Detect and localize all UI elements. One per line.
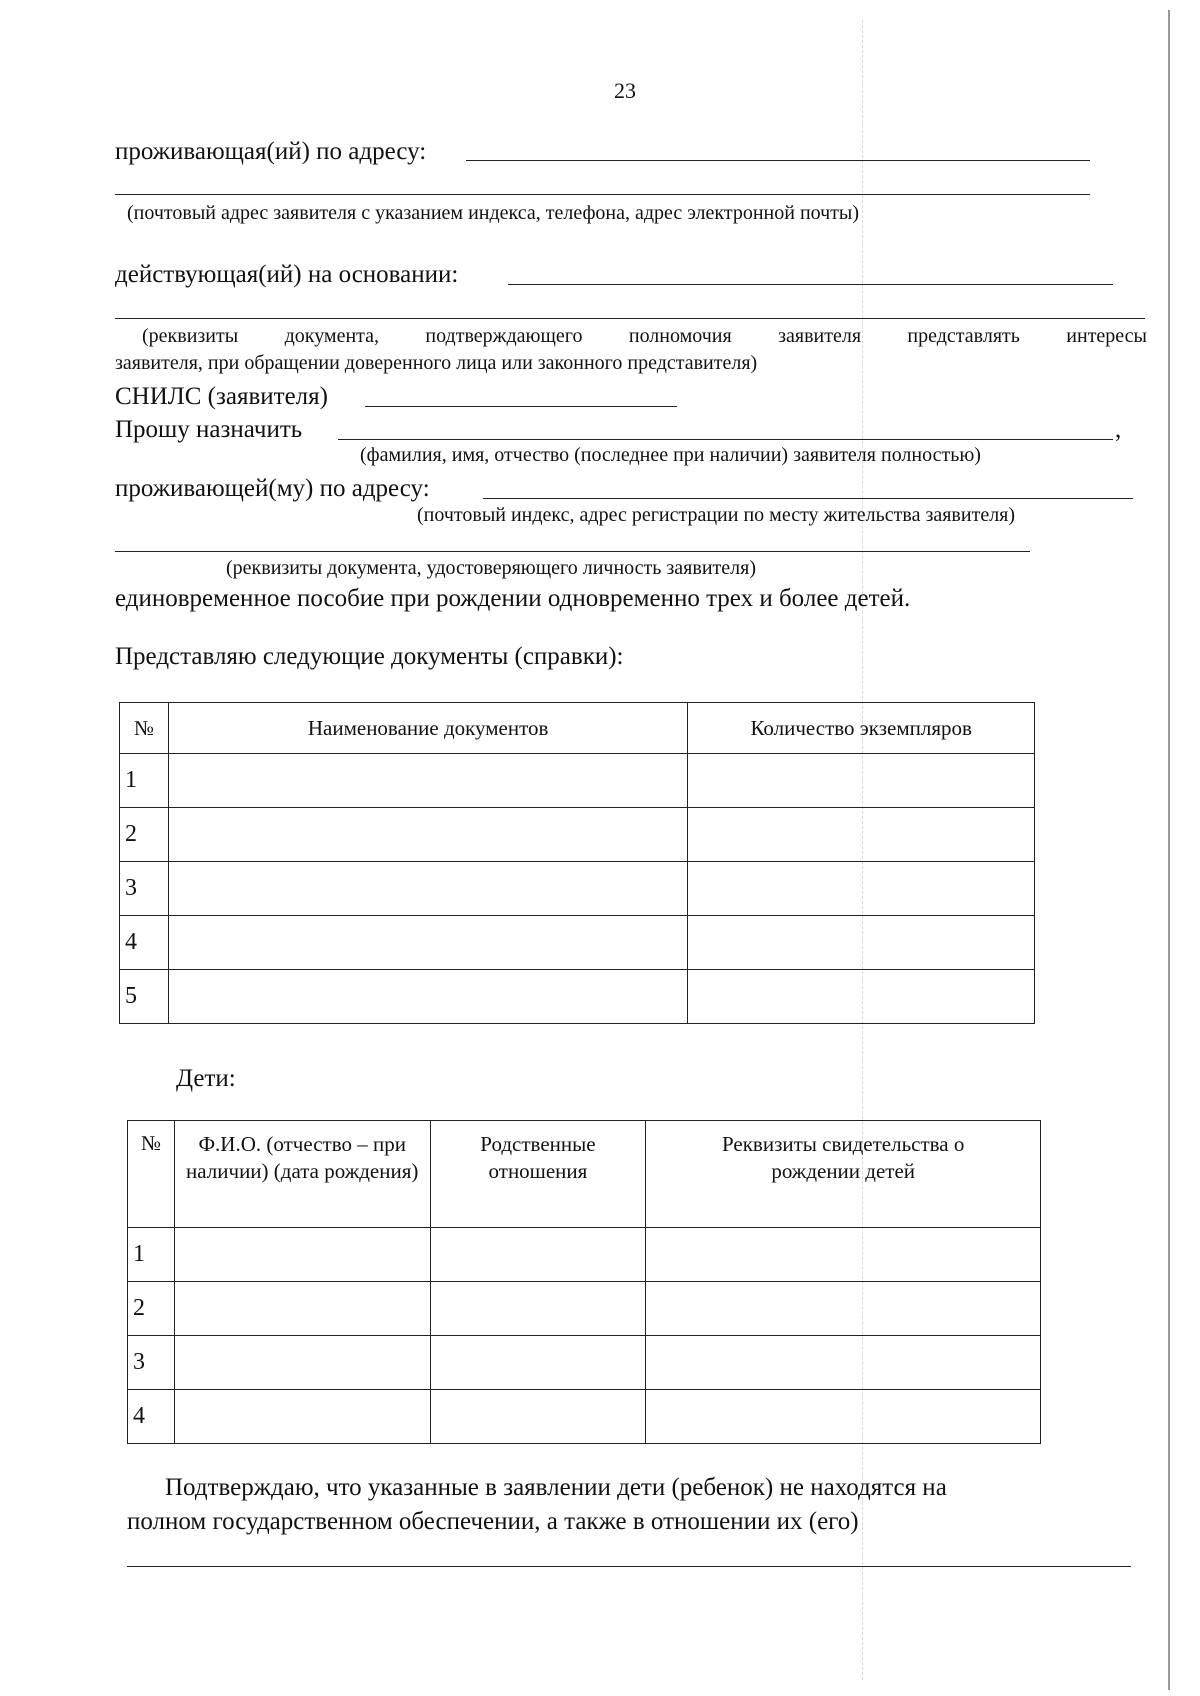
child-certificate-cell[interactable] xyxy=(646,1390,1041,1444)
row-number: 1 xyxy=(120,754,169,808)
child-relation-cell[interactable] xyxy=(430,1336,646,1390)
id-hint: (реквизиты документа, удостоверяющего личность заявителя) xyxy=(226,557,756,579)
row-number: 1 xyxy=(128,1228,175,1282)
full-name-field[interactable] xyxy=(338,439,1113,440)
table-row xyxy=(120,862,1035,916)
documents-col-name: Наименование документов xyxy=(168,703,687,754)
scan-edge-line xyxy=(1168,10,1170,1690)
document-name-cell[interactable] xyxy=(168,970,687,1024)
acting-basis-field[interactable] xyxy=(508,284,1113,285)
assign-comma: , xyxy=(1115,416,1122,443)
residing2-label: проживающей(му) по адресу: xyxy=(115,475,430,502)
document-name-cell[interactable] xyxy=(168,808,687,862)
table-row xyxy=(128,1282,1041,1336)
identity-document-field[interactable] xyxy=(115,551,1030,552)
child-name-cell[interactable] xyxy=(174,1390,430,1444)
confirmation-line2: полном государственном обеспечении, а также в отношении их (его) xyxy=(127,1508,859,1535)
document-name-cell[interactable] xyxy=(168,754,687,808)
children-col-name: Ф.И.О. (отчество – при наличии) (дата рождения) xyxy=(174,1121,430,1228)
row-number: 3 xyxy=(120,862,169,916)
snils-field[interactable] xyxy=(365,406,677,407)
children-heading: Дети: xyxy=(176,1065,236,1092)
residing-address-field[interactable] xyxy=(466,160,1090,161)
documents-col-count: Количество экземпляров xyxy=(688,703,1035,754)
postal-hint: (почтовый адрес заявителя с указанием индекса, телефона, адрес электронной почты) xyxy=(127,202,860,224)
benefit-text: единовременное пособие при рождении одновременно трех и более детей. xyxy=(115,585,911,612)
row-number: 3 xyxy=(128,1336,175,1390)
address-hint: (почтовый индекс, адрес регистрации по месту жительства заявителя) xyxy=(417,504,1016,526)
row-number: 4 xyxy=(120,916,169,970)
document-name-cell[interactable] xyxy=(168,862,687,916)
acting-label: действующая(ий) на основании: xyxy=(115,261,459,288)
name-hint: (фамилия, имя, отчество (последнее при наличии) заявителя полностью) xyxy=(360,444,981,466)
authority-hint-line2: заявителя, при обращении доверенного лица или законного представителя) xyxy=(115,352,758,374)
document-count-cell[interactable] xyxy=(688,754,1035,808)
children-col-number: № xyxy=(128,1121,175,1228)
children-table xyxy=(127,1120,1041,1444)
row-number: 2 xyxy=(128,1282,175,1336)
document-name-cell[interactable] xyxy=(168,916,687,970)
confirmation-field[interactable] xyxy=(127,1566,1131,1567)
registration-address-field[interactable] xyxy=(483,498,1133,499)
assign-label: Прошу назначить xyxy=(115,416,303,443)
child-name-cell[interactable] xyxy=(174,1336,430,1390)
row-number: 4 xyxy=(128,1390,175,1444)
child-certificate-cell[interactable] xyxy=(646,1336,1041,1390)
children-col-relation: Родственные отношения xyxy=(430,1121,646,1228)
documents-table xyxy=(119,702,1035,1024)
child-relation-cell[interactable] xyxy=(430,1228,646,1282)
table-row xyxy=(120,970,1035,1024)
child-relation-cell[interactable] xyxy=(430,1282,646,1336)
documents-col-number: № xyxy=(120,703,169,754)
row-number: 5 xyxy=(120,970,169,1024)
child-certificate-cell[interactable] xyxy=(646,1282,1041,1336)
documents-heading: Представляю следующие документы (справки): xyxy=(115,643,624,670)
confirmation-line1: Подтверждаю, что указанные в заявлении дети (ребенок) не находятся на xyxy=(165,1474,947,1501)
table-row xyxy=(120,754,1035,808)
table-row xyxy=(120,808,1035,862)
child-certificate-cell[interactable] xyxy=(646,1228,1041,1282)
residing-label: проживающая(ий) по адресу: xyxy=(115,138,427,165)
acting-basis-field-2[interactable] xyxy=(115,318,1145,319)
residing-address-field-2[interactable] xyxy=(115,194,1090,195)
child-relation-cell[interactable] xyxy=(430,1390,646,1444)
table-row xyxy=(128,1390,1041,1444)
document-count-cell[interactable] xyxy=(688,808,1035,862)
child-name-cell[interactable] xyxy=(174,1282,430,1336)
table-row xyxy=(128,1228,1041,1282)
child-name-cell[interactable] xyxy=(174,1228,430,1282)
row-number: 2 xyxy=(120,808,169,862)
children-col-certificate: Реквизиты свидетельства о рождении детей xyxy=(646,1121,1041,1228)
table-row xyxy=(120,916,1035,970)
document-count-cell[interactable] xyxy=(688,916,1035,970)
table-row xyxy=(128,1336,1041,1390)
document-count-cell[interactable] xyxy=(688,862,1035,916)
authority-hint-line1: (реквизиты документа, подтверждающего полномочия заявителя представлять интересы xyxy=(142,325,1147,347)
snils-label: СНИЛС (заявителя) xyxy=(115,383,328,410)
page-number: 23 xyxy=(614,78,636,103)
document-count-cell[interactable] xyxy=(688,970,1035,1024)
